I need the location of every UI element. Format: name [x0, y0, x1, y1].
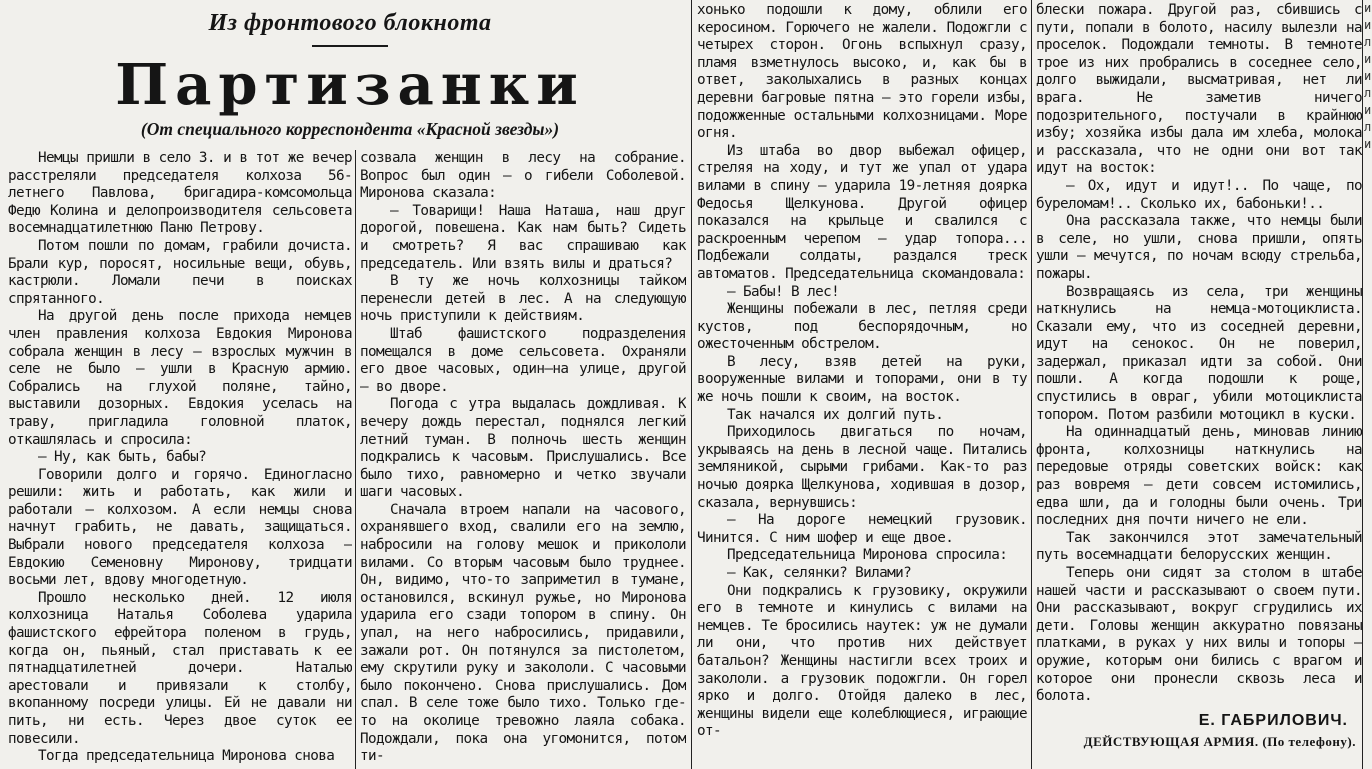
- header-rule: [312, 45, 388, 47]
- column-divider: [1362, 0, 1363, 769]
- paragraph: блески пожара. Другой раз, сбившись с пути, попали в болото, насилу вылезли на проселок. Подождали темноты. В темноте трое из них пробрались в соседнее село, долго выжидали, высматривая, нет ли врага. Не заметив ничего подозрительного, постучали в крайнюю избу; хозяйка избы дала им хлеба, молока и рассказала, что не одни они вот так идут на восток:: [1036, 2, 1362, 177]
- paragraph: — На дороге немецкий грузовик. Чинится. С ним шофер и еще двое.: [697, 512, 1027, 546]
- paragraph: Немцы пришли в село З. и в тот же вечер расстреляли председателя колхоза 56-летнего Павлова, бригадира-комсомольца Федю Колина и делопроизводителя сельсовета восемнадцатилетнюю Паню Петрову.: [8, 150, 352, 237]
- paragraph: Потом пошли по домам, грабили дочиста. Брали кур, поросят, носильные вещи, обувь, кастрюли. Ломали печи в поисках спрятанного.: [8, 237, 352, 307]
- paragraph: — Бабы! В лес!: [727, 283, 840, 300]
- edge-glyph: и: [1364, 18, 1372, 32]
- paragraph: В лесу, взяв детей на руки, вооруженные вилами и топорами, они в ту же ночь пошли к своим, на восток.: [697, 353, 1027, 406]
- column-divider: [691, 0, 692, 769]
- paragraph: Погода с утра выдалась дождливая. К вечеру дождь перестал, поднялся легкий летний туман. В полночь шесть женщин подкрались к часовым. Прислушались. Все было тихо, равномерно и четко звучали шаги часовых.: [360, 396, 686, 501]
- paragraph: Штаб фашистского подразделения помещался в доме сельсовета. Охраняли его двое часовых, один—на улице, другой — во дворе.: [360, 325, 686, 395]
- edge-glyph: л: [1364, 86, 1372, 100]
- paragraph: Так начался их долгий путь.: [727, 406, 944, 423]
- paragraph: Она рассказала также, что немцы были в селе, но ушли, снова пришли, опять ушли — мечутся, по ночам всюду стрельба, пожары.: [1036, 213, 1362, 282]
- paragraph: Тогда председательница Миронова снова: [38, 748, 335, 765]
- paragraph: Председательница Миронова спросила:: [727, 547, 1008, 564]
- paragraph: Они подкрались к грузовику, окружили его в темноте и кинулись с вилами на немцев. Те бросились наутек: уж не думали ли они, что против них действует батальон? Женщины настигли всех троих и закололи. а грузовик подожгли. Он горел ярко и долго. Отойдя далеко в лес, женщины видели еще колеблющиеся, играющие от-: [697, 582, 1027, 740]
- article-header: [20, 8, 680, 140]
- byline: (От специального корреспондента «Красной звезды»): [140, 119, 560, 139]
- edge-glyph: и: [1364, 52, 1372, 66]
- paragraph: На одиннадцатый день, миновав линию фронта, колхозницы наткнулись на передовые отряды советских войск: как раз вовремя — дети совсем истомились, едва шли, да и голодны были очень. Три последних дня почти ничего не ели.: [1036, 424, 1362, 529]
- text-column-3: [697, 2, 1027, 769]
- edge-glyph: и: [1364, 137, 1372, 151]
- paragraph: — Товарищи! Наша Наташа, наш друг дорогой, повешена. Как нам быть? Сидеть и смотреть? Я вас спрашиваю как председатель. Или взять вилы и драться?: [360, 202, 686, 272]
- edge-glyph: л: [1364, 120, 1372, 134]
- paragraph: Сначала втроем напали на часового, охранявшего вход, свалили его на землю, набросили на голову мешок и прикололи вилами. Со вторым часовым было труднее. Он, видимо, что-то заприметил в тумане, остановился, вскинул ружье, но Миронова ударила его сзади топором в спину. Он упал, на него набросились, придавили, зажали рот. Он потянулся за пистолетом, ему скрутили руку и закололи. С часовыми было покончено. Снова прислушались. Дом спал. В селе тоже было тихо. Только где-то на околице тревожно лаяла собака. Подождали, пока она угомонится, потом ти-: [360, 501, 686, 765]
- paragraph: Женщины побежали в лес, петляя среди кустов, под беспорядочным, но ожесточенным обстрелом.: [697, 301, 1027, 353]
- edge-glyph: л: [1364, 35, 1372, 49]
- paragraph: Так закончился этот замечательный путь восемнадцати белорусских женщин.: [1036, 529, 1362, 564]
- paragraph: хонько подошли к дому, облили его керосином. Горючего не жалели. Подожгли с четырех сторон. Огонь вспыхнул сразу, пламя взметнулось высоко, и, как бы в ответ, заколыхались в разных концах деревни багровые пятна — это горели избы, подожженные остальными колхозницами. Море огня.: [697, 2, 1027, 142]
- paragraph: На другой день после прихода немцев член правления колхоза Евдокия Миронова собрала женщин в лесу — взрослых мужчин в селе не было — ушли в Красную армию. Собрались на глухой поляне, тайно, выставили дозорных. Евдокия уселась на траву, пригладила головной платок, откашлялась и спросила:: [8, 308, 352, 448]
- headline: Партизанки: [115, 52, 585, 118]
- edge-glyph: и: [1364, 69, 1372, 83]
- edge-glyph: и: [1364, 1, 1372, 15]
- paragraph: Возвращаясь из села, три женщины наткнулись на немца-мотоциклиста. Сказали ему, что из соседней деревни, идут на сенокос. Он не поверил, задержал, приказал идти за собой. Они пошли. А когда подошли к роще, спустились в овраг, убили мотоциклиста топором. Потом разбили мотоцикл в куски.: [1036, 283, 1362, 423]
- paragraph: Из штаба во двор выбежал офицер, стреляя на ходу, и тут же упал от удара вилами в спину — ударила 19-летняя доярка Федосья Щелкунова. Другой офицер показался на крыльце и свалился с раскроенным черепом — удар топора... Подбежали солдаты, раздался треск автоматов. Председательница скомандовала:: [697, 142, 1027, 282]
- paragraph: Прошло несколько дней. 12 июля колхозница Наталья Соболева ударила фашистского ефрейтора поленом в грудь, когда он, пьяный, стал приставать к ее пятнадцатилетней дочери. Наталью арестовали и привязали к столбу, вкопанному посреди улицы. Ей не давали ни пить, ни есть. Через двое суток ее повесили.: [8, 589, 352, 747]
- paragraph: Теперь они сидят за столом в штабе нашей части и рассказывают о своем пути. Они рассказывают, вокруг сгрудились их дети. Головы женщин аккуратно повязаны платками, в руках у них вилы и топоры — оружие, которым они бились с врагом и которое они пронесли сквозь леса и болота.: [1036, 565, 1362, 705]
- paragraph: — Ну, как быть, бабы?: [38, 449, 207, 466]
- rubric: Из фронтового блокнота: [208, 10, 492, 36]
- paragraph: Говорили долго и горячо. Единогласно решили: жить и работать, как жили и работали — колхозом. А если немцы снова начнут грабить, не давать, защищаться. Выбрали нового председателя колхоза — Евдокию Семеновну Миронову, тридцати восьми лет, вдову многодетную.: [8, 466, 352, 589]
- author-signature: Е. ГАБРИЛОВИЧ.: [1198, 711, 1348, 729]
- text-column-4: [1036, 2, 1362, 769]
- column-divider: [355, 150, 356, 769]
- edge-glyph: и: [1364, 103, 1372, 117]
- column-divider: [1031, 0, 1032, 769]
- paragraph: В ту же ночь колхозницы тайком перенесли детей в лес. А на следующую ночь приступили к действиям.: [360, 273, 686, 325]
- adjacent-column-fragment: [1364, 0, 1372, 769]
- text-column-2: [360, 150, 686, 769]
- paragraph: Приходилось двигаться по ночам, укрываясь на день в лесной чаще. Питались земляникой, сырыми грибами. Как-то раз ночью доярка Щелкунова, ходившая в дозор, сказала, вернувшись:: [697, 424, 1027, 511]
- dateline: ДЕЙСТВУЮЩАЯ АРМИЯ. (По телефону).: [1083, 734, 1356, 750]
- text-column-1: [8, 150, 352, 769]
- paragraph: — Как, селянки? Вилами?: [727, 565, 912, 581]
- paragraph: — Ох, идут и идут!.. По чаще, по буреломам!.. Сколько их, бабоньки!..: [1036, 177, 1362, 212]
- paragraph: созвала женщин в лесу на собрание. Вопрос был один — о гибели Соболевой. Миронова сказала:: [360, 150, 686, 202]
